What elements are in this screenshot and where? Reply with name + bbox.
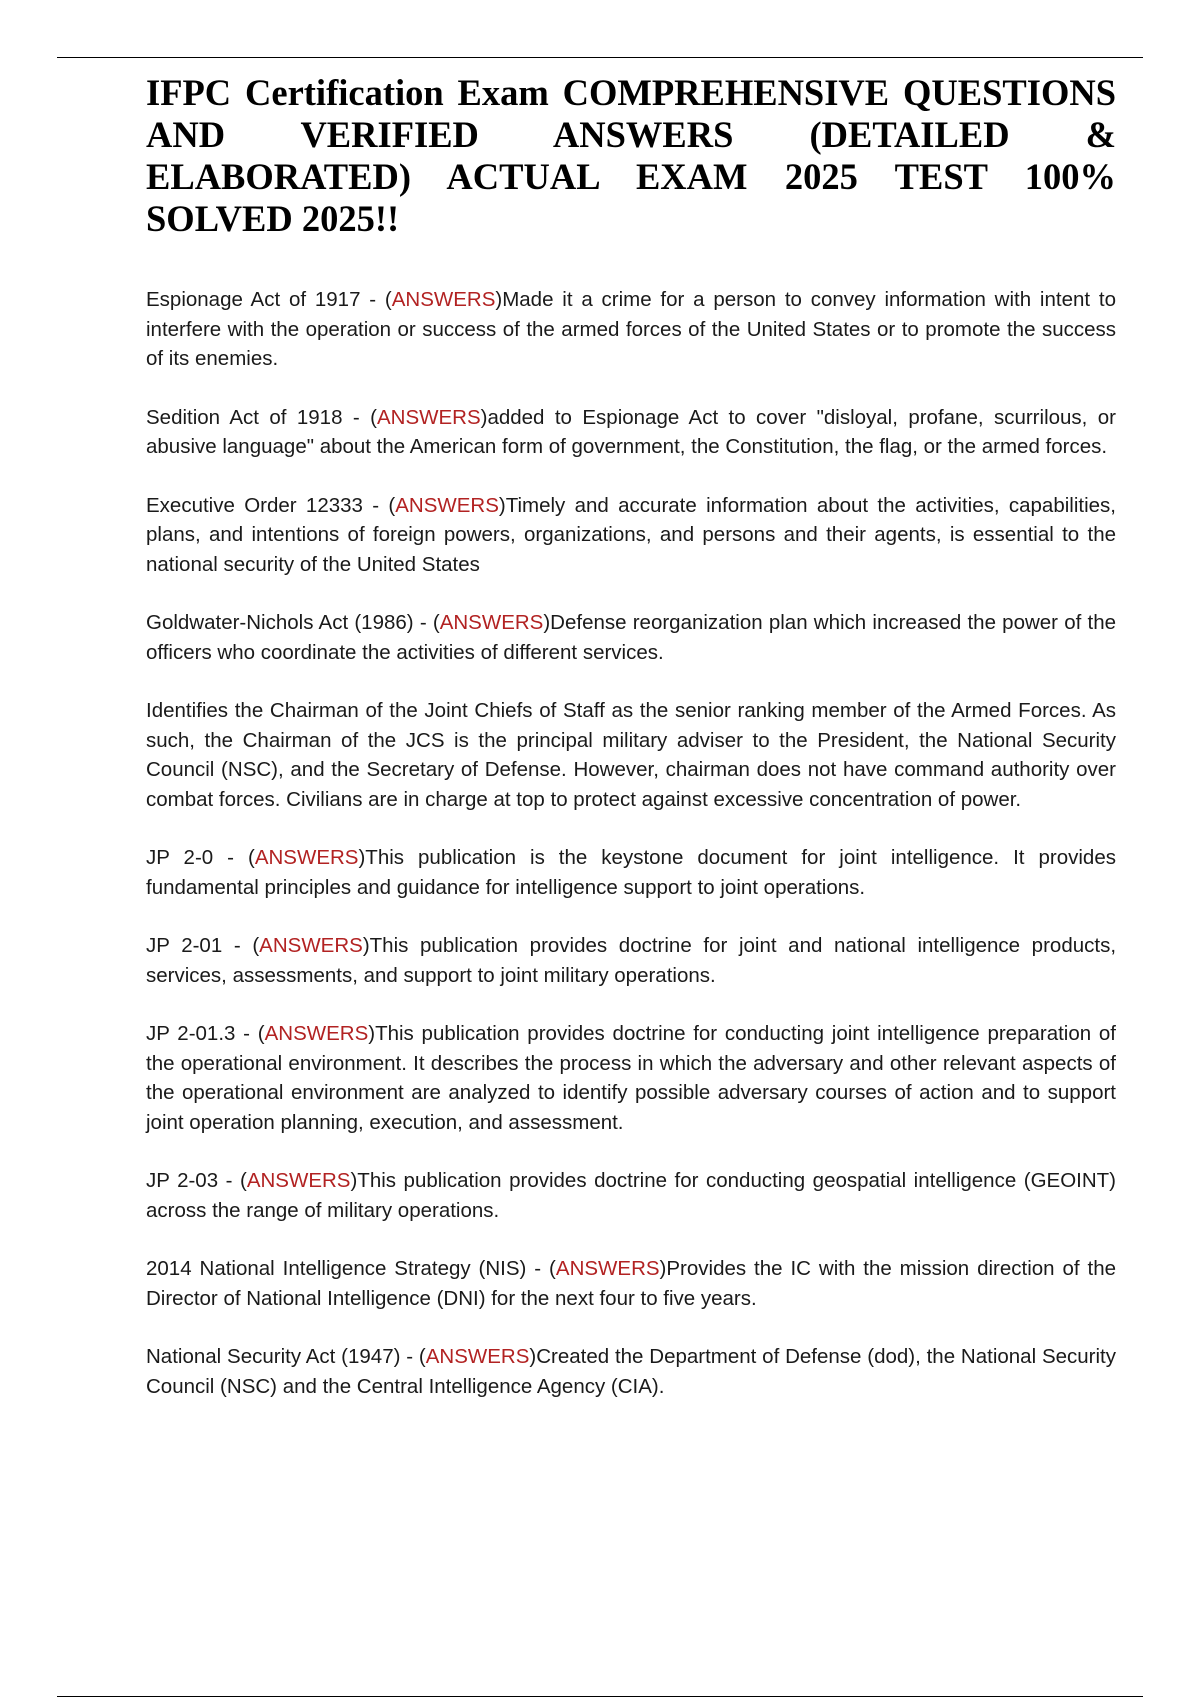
entry-term: Executive Order 12333: [146, 493, 363, 517]
entry-term: Espionage Act of 1917: [146, 288, 361, 311]
answers-marker: ANSWERS: [395, 493, 499, 517]
qa-entry: Sedition Act of 1918 - (ANSWERS)added to Espionage Act to cover "disloyal, profane, scurrilous, or abusive language" about the American form of government, the Constitution, the flag, or the armed forces.: [146, 405, 1117, 458]
entry-term: JP 2-0: [146, 846, 214, 869]
qa-entry: [146, 696, 1116, 814]
entry-term: National Security Act (1947): [146, 1345, 401, 1368]
top-rule: [57, 57, 1143, 58]
entry-answer: This publication provides doctrine for conducting joint intelligence preparation of the operational environment. It describes the process in which the adversary and other relevant aspects of the operational environment are analyzed to identify possible adversary courses of action and to support joint operation planning, execution, and assessment.: [146, 1022, 1116, 1134]
entry-answer: added to Espionage Act to cover "disloyal, profane, scurrilous, or abusive language" about the American form of government, the Constitution, the flag, or the armed forces.: [146, 405, 1117, 458]
entry-term: JP 2-01.3: [146, 1022, 236, 1045]
entry-answer: This publication provides doctrine for joint and national intelligence products, services, assessments, and support to joint military operations.: [146, 934, 1117, 987]
entry-term: Sedition Act of 1918: [146, 405, 343, 429]
entry-answer: This publication provides doctrine for conducting geospatial intelligence (GEOINT) across the range of military operations.: [146, 1169, 1116, 1222]
qa-entry: 2014 National Intelligence Strategy (NIS) - (ANSWERS)Provides the IC with the mission direction of the Director of National Intelligence (DNI) for the next four to five years.: [146, 1257, 1117, 1310]
qa-entry: Executive Order 12333 - (ANSWERS)Timely and accurate information about the activities, capabilities, plans, and intentions of foreign powers, organizations, and persons and their agents, is essential to the national security of the United States: [146, 493, 1116, 576]
qa-entry: Goldwater-Nichols Act (1986) - (ANSWERS)Defense reorganization plan which increased the power of the officers who coordinate the activities of different services.: [146, 611, 1117, 664]
entry-answer: Defense reorganization plan which increased the power of the officers who coordinate the activities of different services.: [146, 611, 1117, 664]
entry-answer: Made it a crime for a person to convey information with intent to interfere with the operation or success of the armed forces of the United States or to promote the success of its enemies.: [146, 288, 1116, 370]
qa-entry: JP 2-0 - (ANSWERS)This publication is the keystone document for joint intelligence. It provides fundamental principles and guidance for intelligence support to joint operations.: [146, 846, 1116, 899]
entry-answer: Provides the IC with the mission direction of the Director of National Intelligence (DNI) for the next four to five years.: [146, 1257, 1117, 1310]
entry-answer: Timely and accurate information about the activities, capabilities, plans, and intentions of foreign powers, organizations, and persons and their agents, is essential to the national security of the United States: [146, 493, 1116, 576]
qa-entry: JP 2-01 - (ANSWERS)This publication provides doctrine for joint and national intelligence products, services, assessments, and support to joint military operations.: [146, 934, 1117, 987]
entry-term: JP 2-03: [146, 1169, 219, 1192]
answers-marker: ANSWERS: [439, 611, 544, 634]
document-title: IFPC Certification Exam COMPREHENSIVE QUESTIONS AND VERIFIED ANSWERS (DETAILED & ELABORATED) ACTUAL EXAM 2025 TEST 100% SOLVED 2025!!: [146, 72, 1116, 239]
qa-entry: Espionage Act of 1917 - (ANSWERS)Made it a crime for a person to convey information with intent to interfere with the operation or success of the armed forces of the United States or to promote the success of its enemies.: [146, 288, 1116, 370]
bottom-rule: [57, 1696, 1143, 1697]
entry-paragraph-text: Identifies the Chairman of the Joint Chiefs of Staff as the senior ranking member of the Armed Forces. As such, the Chairman of the JCS is the principal military adviser to the President, the National Security Council (NSC), and the Secretary of Defense. However, chairman does not have command authority over combat forces. Civilians are in charge at top to protect against excessive concentration of power.: [146, 699, 1116, 811]
answers-marker: ANSWERS: [259, 934, 363, 957]
qa-list: [146, 285, 1116, 1401]
answers-marker: ANSWERS: [555, 1257, 660, 1280]
entry-answer: Created the Department of Defense (dod), the National Security Council (NSC) and the Central Intelligence Agency (CIA).: [146, 1345, 1116, 1398]
answers-marker: ANSWERS: [376, 405, 481, 429]
entry-answer: This publication is the keystone document for joint intelligence. It provides fundamental principles and guidance for intelligence support to joint operations.: [146, 846, 1116, 899]
answers-marker: ANSWERS: [246, 1169, 351, 1192]
entry-term: 2014 National Intelligence Strategy (NIS): [146, 1257, 527, 1280]
answers-marker: ANSWERS: [264, 1022, 369, 1045]
answers-marker: ANSWERS: [254, 846, 359, 869]
document-body: [146, 72, 1116, 1430]
entry-term: JP 2-01: [146, 934, 223, 957]
qa-entry: National Security Act (1947) - (ANSWERS)Created the Department of Defense (dod), the National Security Council (NSC) and the Central Intelligence Agency (CIA).: [146, 1345, 1116, 1398]
entry-term: Goldwater-Nichols Act (1986): [146, 611, 414, 634]
answers-marker: ANSWERS: [425, 1345, 530, 1368]
qa-entry: JP 2-01.3 - (ANSWERS)This publication provides doctrine for conducting joint intelligence preparation of the operational environment. It describes the process in which the adversary and other relevant aspects of the operational environment are analyzed to identify possible adversary courses of action and to support joint operation planning, execution, and assessment.: [146, 1022, 1116, 1134]
answers-marker: ANSWERS: [391, 288, 496, 311]
qa-entry: JP 2-03 - (ANSWERS)This publication provides doctrine for conducting geospatial intelligence (GEOINT) across the range of military operations.: [146, 1169, 1116, 1222]
